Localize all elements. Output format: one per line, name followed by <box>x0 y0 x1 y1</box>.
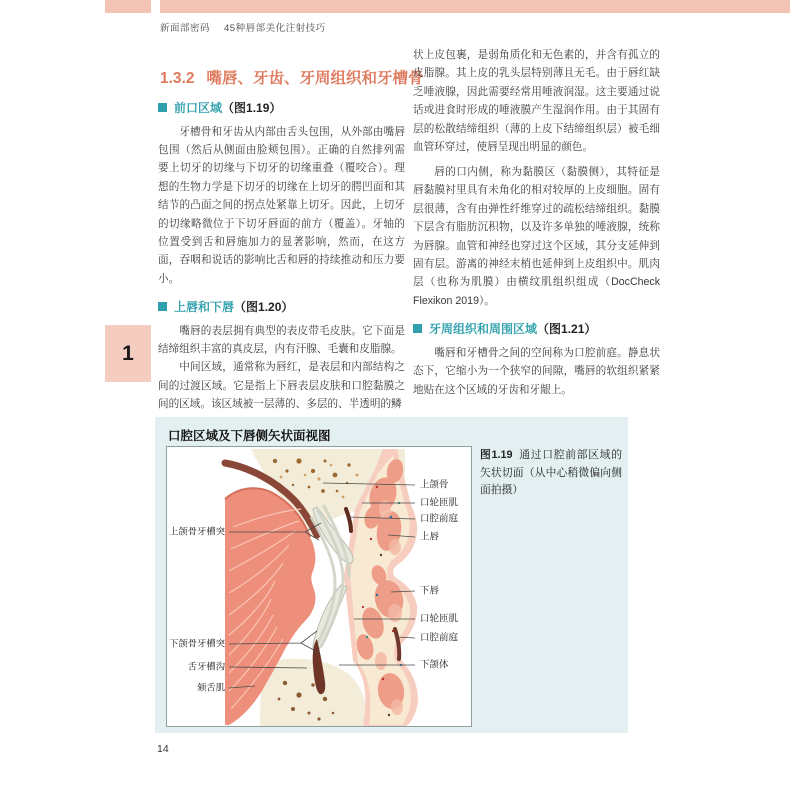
page-number: 14 <box>157 743 169 755</box>
chapter-number: 1 <box>122 341 134 365</box>
running-header <box>160 20 326 34</box>
figure-panel <box>155 417 628 733</box>
paragraph: 唇的口内侧，称为黏膜区（黏膜侧），其特征是唇黏膜衬里具有未角化的相对较厚的上皮细胞。固有层很薄，含有由弹性纤维穿过的疏松结缔组织。黏膜下层含有脂肪沉积物，以及许多单独的唾液腺，统称为唇腺。血管和神经也穿过这个区域，其分支延伸到固有层。游离的神经末梢也延伸到上皮组织中。肌肉层（也称为肌膜）由横纹肌组织组成（DocCheck Flexikon 2019）。 <box>413 165 660 307</box>
square-bullet-icon <box>413 324 422 333</box>
figure-caption-number: 图1.19 <box>480 449 513 461</box>
label-lower-lip: 下唇 <box>420 585 440 597</box>
mandible-bone-shape <box>260 659 366 726</box>
label-genioglossus-muscle: 颏舌肌 <box>197 682 225 693</box>
right-text-column <box>413 46 660 399</box>
paragraph: 嘴唇和牙槽骨之间的空间称为口腔前庭。静息状态下，它缩小为一个狭窄的间隙，嘴唇的软组织紧紧地贴在这个区域的牙齿和牙龈上。 <box>413 346 660 396</box>
sagittal-anatomy-illustration <box>167 447 471 726</box>
paragraph: 中间区域，通常称为唇红，是表层和内部结构之间的过渡区域。它是指上下唇表层皮肤和口腔黏膜之间的区域。该区域被一层薄的、多层的、半透明的鳞 <box>158 361 405 411</box>
label-maxilla: 上颌骨 <box>420 479 449 491</box>
section-number: 1.3.2 <box>160 70 195 87</box>
subheading-upper-lower-lip <box>158 299 405 315</box>
subheading-front-oral-region <box>158 100 405 116</box>
left-text-column <box>158 100 405 414</box>
top-accent-bar-large <box>160 0 790 13</box>
square-bullet-icon <box>158 302 167 311</box>
figure-reference: （图1.20） <box>234 300 294 315</box>
top-accent-bar-small <box>105 0 151 13</box>
label-upper-lip: 上唇 <box>420 531 440 543</box>
label-orbicularis-oris-upper: 口轮匝肌 <box>420 497 459 509</box>
anatomy-labels-right <box>420 479 459 671</box>
subheading-periodontal-region <box>413 321 660 337</box>
label-oral-vestibule-upper: 口腔前庭 <box>420 513 459 525</box>
book-title: 新面部密码 <box>160 23 211 34</box>
figure-caption-text: 通过口腔前部区域的矢状切面（从中心稍微偏向侧面拍摄） <box>480 449 623 496</box>
anatomy-figure-box <box>166 446 472 727</box>
paragraph: 状上皮包裹，是弱角质化和无色素的，并含有孤立的皮脂腺。其上皮的乳头层特别薄且无毛。由于唇红缺乏唾液腺，因此需要经常用唾液润湿。这主要通过说话或进食时形成的唾液膜产生湿润作用。由于其固有层的松散结缔组织（薄的上皮下结缔组织层）被毛细血管环穿过，使唇呈现出明显的颜色。 <box>413 49 660 154</box>
paragraph: 牙槽骨和牙齿从内部由舌头包围，从外部由嘴唇包围（然后从侧面由脸颊包围）。正确的自然排列需要上切牙的切缘与下切牙的切缘重叠（覆咬合）。理想的生物力学是下切牙的切缘在上切牙的腭凹面和其结节的凸面之间的拐点处紧靠上切牙。因此，上切牙的切缘略微位于下切牙唇面的前方（覆盖）。牙轴的位置受到舌和唇施加力的显著影响，然而，在这方面，吞咽和说话的影响比舌和唇的持续推动和压力要小。 <box>158 125 405 285</box>
anatomy-labels-left <box>169 525 225 692</box>
label-lingual-alveolar-groove: 舌牙槽沟 <box>187 661 225 672</box>
label-mandible-body: 下颌体 <box>420 659 449 671</box>
chapter-number-tab <box>105 325 151 382</box>
label-maxilla-alveolar-process: 上颌骨牙槽突 <box>169 526 225 537</box>
section-title: 嘴唇、牙齿、牙周组织和牙槽骨 <box>206 70 424 87</box>
book-subtitle: 45种唇部美化注射技巧 <box>224 23 326 34</box>
subheading-label: 前口区域 <box>174 101 223 115</box>
label-oral-vestibule-lower: 口腔前庭 <box>420 632 459 644</box>
figure-reference: （图1.19） <box>222 101 282 115</box>
figure-caption <box>480 447 622 500</box>
figure-panel-title: 口腔区域及下唇侧矢状面视图 <box>168 429 331 443</box>
label-orbicularis-oris-lower: 口轮匝肌 <box>420 613 459 625</box>
paragraph: 嘴唇的表层拥有典型的表皮带毛皮肤。它下面是结缔组织丰富的真皮层，内有汗腺、毛囊和皮脂腺。 <box>158 324 405 356</box>
section-heading <box>160 66 424 88</box>
figure-reference: （图1.21） <box>537 322 597 337</box>
subheading-label: 牙周组织和周围区域 <box>429 322 538 337</box>
subheading-label: 上唇和下唇 <box>174 300 235 315</box>
square-bullet-icon <box>158 103 167 112</box>
label-mandible-alveolar-process: 下颌骨牙槽突 <box>169 638 225 649</box>
